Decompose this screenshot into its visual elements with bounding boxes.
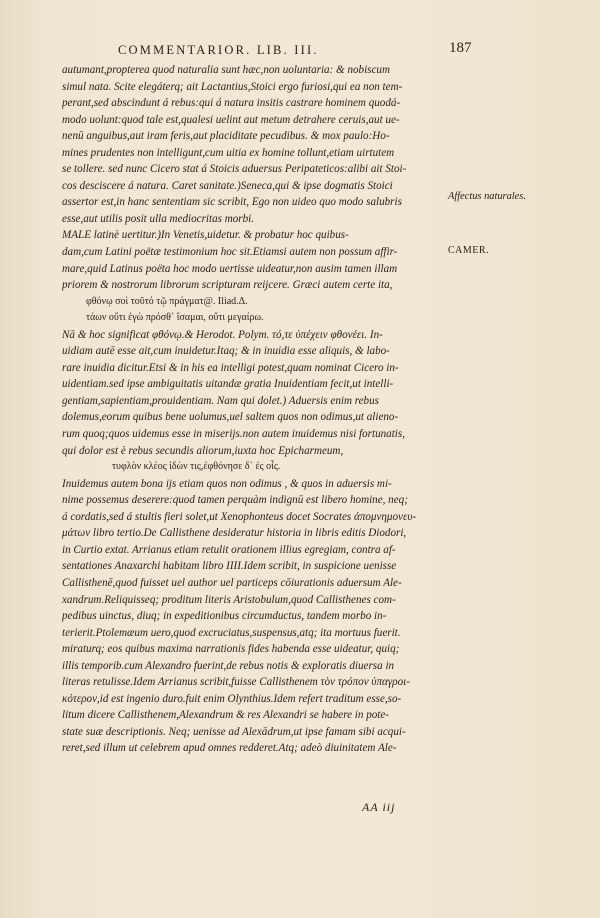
text-line: miraturq; eos quibus maxima narrationis fides habenda esse uideatur, quiq; — [62, 643, 400, 656]
text-line: MALE latinè uertitur.)In Venetis,uidetur. & probatur hoc quibus- — [62, 229, 349, 242]
greek-quote-line: τάων οὔτι ἐγὼ πρόσθ᾽ ἵσαμαι, οὔτι μεγαίρω. — [86, 312, 264, 324]
text-line: sentationes Anaxarchi habitam libro IIII.Idem scribit, in suspicione uenisse — [62, 560, 397, 573]
text-line: xandrum.Reliquisseq; proditum literis Aristobulum,quod Callisthenes com- — [62, 593, 396, 606]
text-line: nime possemus deserere:quod tamen perquàm indignū est libero homine, neq; — [62, 494, 408, 507]
text-line: literas retulisse.Idem Arrianus scribit,fuisse Callisthenem τὸν τρόπον ὑπαγροι- — [62, 676, 410, 689]
text-line: uidentiam.sed ipse ambiguitatis uitandæ gratia Inuidentiam fecit,ut intelli- — [62, 378, 394, 391]
text-line: assertor est,in hanc sententiam sic scribit, Ego non uideo quo modo salubris — [62, 196, 402, 209]
text-line: litum dicere Callisthenem,Alexandrum & res Alexandri se habere in pote- — [62, 709, 389, 722]
text-line: terierit.Ptolemæum uero,quod excruciatus,suspensus,atq; ita mortuus fuerit. — [62, 626, 401, 639]
text-line: Nā & hoc significat φθόνῳ.& Herodot. Polym. τό,τε ὑπέχειν φθονέει. In- — [62, 328, 383, 341]
text-line: uidiam autē esse ait,cum inuidetur.Itaq; & in inuidia esse aliquis, & labo- — [62, 345, 390, 358]
text-line: simul nata. Scite elegáterq; ait Lactantius,Stoici ergo furiosi,qui ea non tem- — [62, 80, 403, 93]
text-line: perant,sed abscindunt á rebus:qui á natura insitis castrare hominem quodá- — [62, 97, 401, 110]
text-line: dam,cum Latini poëtæ testimonium hoc sit.Etiamsi autem non possum affir- — [62, 246, 398, 259]
text-line: pedibus uinctus, diuq; in expeditionibus circumductus, tandem morbo in- — [62, 610, 387, 623]
text-line: rum quoq;quos uidemus esse in miserijs.non autem inuidemus nisi fortunatis, — [62, 428, 405, 441]
text-line: mines prudentes non intelligunt,cum uitia ex homine tollunt,etiam uirtutem — [62, 146, 395, 159]
text-line: modo uolunt:quod tale est,qualesi uelint aut metum detrahere ceruis,aut ue- — [62, 113, 400, 126]
margin-note-camer: CAMER. — [448, 245, 490, 256]
text-line: qui dolor est è rebus secundis aliorum,iuxta hoc Epicharmeum, — [62, 444, 344, 457]
text-line: esse,aut utilis posit ulla mediocritas morbi. — [62, 212, 254, 225]
text-line: κότερον,id est ingenio duro.fuit enim Olynthius.Idem refert traditum esse,so- — [62, 692, 402, 705]
text-line: cos desciscere á natura. Caret sanitate.)Seneca,qui & ipse dogmatis Stoici — [62, 179, 393, 192]
text-line: Callisthenē,quod fuisset uel author uel particeps cōiurationis aduersum Ale- — [62, 576, 402, 589]
greek-quote-line: φθόνῳ σοὶ τοῦτό τῷ πράγματ@. Iliad.Δ. — [86, 295, 248, 307]
text-line: rare inuidia dicitur.Etsi & in his ea intelligi potest,quam nominat Cicero in- — [62, 361, 399, 374]
text-line: μάτων libro tertio.De Callisthene desideratur historia in libris editis Diodori, — [62, 527, 407, 540]
signature-mark: AA iij — [362, 800, 396, 814]
text-line: in Curtio extat. Arrianus etiam retulit orationem illius egregiam, contra af- — [62, 543, 396, 556]
text-line: state suæ descriptionis. Neq; uenisse ad Alexādrum,ut ipse famam sibi acqui- — [62, 725, 406, 738]
text-line: dolemus,eorum quibus bene uolumus,uel saltem quos non odimus,ut alieno- — [62, 411, 399, 424]
text-line: nenū anguibus,aut iram feris,aut placiditate pecudibus. & mox paulo:Ho- — [62, 130, 390, 143]
text-line: illis temporib.cum Alexandro fuerint,de rebus notis & exploratis diuersa in — [62, 659, 395, 672]
text-line: autumant,propterea quod naturalia sunt hæc,non uoluntaria: & nobiscum — [62, 64, 390, 76]
text-line: á cordatis,sed á stultis fieri solet,ut Xenophonteus docet Socrates ἀπομνημονευ- — [62, 510, 417, 523]
greek-quote-line: τυφλὸν κλέος ἰδὼν τις,ἐφθόνησε δ᾽ ἐς οἷς. — [112, 461, 281, 473]
text-line: Inuidemus autem bona ijs etiam quos non odimus , & quos in aduersis mi- — [62, 477, 392, 490]
running-head: COMMENTARIOR. LIB. III. — [118, 43, 319, 57]
text-line: reret,sed illum ut celebrem apud omnes redderet.Atq; adeò diuinitatem Ale- — [62, 742, 397, 755]
text-line: gentiam,sapientiam,prouidentiam. Nam qui dolet.) Aduersis enim rebus — [62, 394, 379, 407]
margin-note-affectus: Affectus naturales. — [448, 191, 526, 202]
text-line: mare,quid Latinus poëta hoc modo uertisse uideatur,non ausim tamen illam — [62, 262, 398, 275]
text-line: priorem & nostrorum librorum scripturam reijcere. Græci autem certe ita, — [62, 279, 393, 292]
page-number: 187 — [449, 40, 472, 56]
text-line: se tollere. sed nunc Cicero stat á Stoicis aduersus Peripateticos:alibi ait Stoi- — [62, 163, 407, 176]
text-line — [62, 757, 442, 774]
body-text — [62, 62, 442, 774]
